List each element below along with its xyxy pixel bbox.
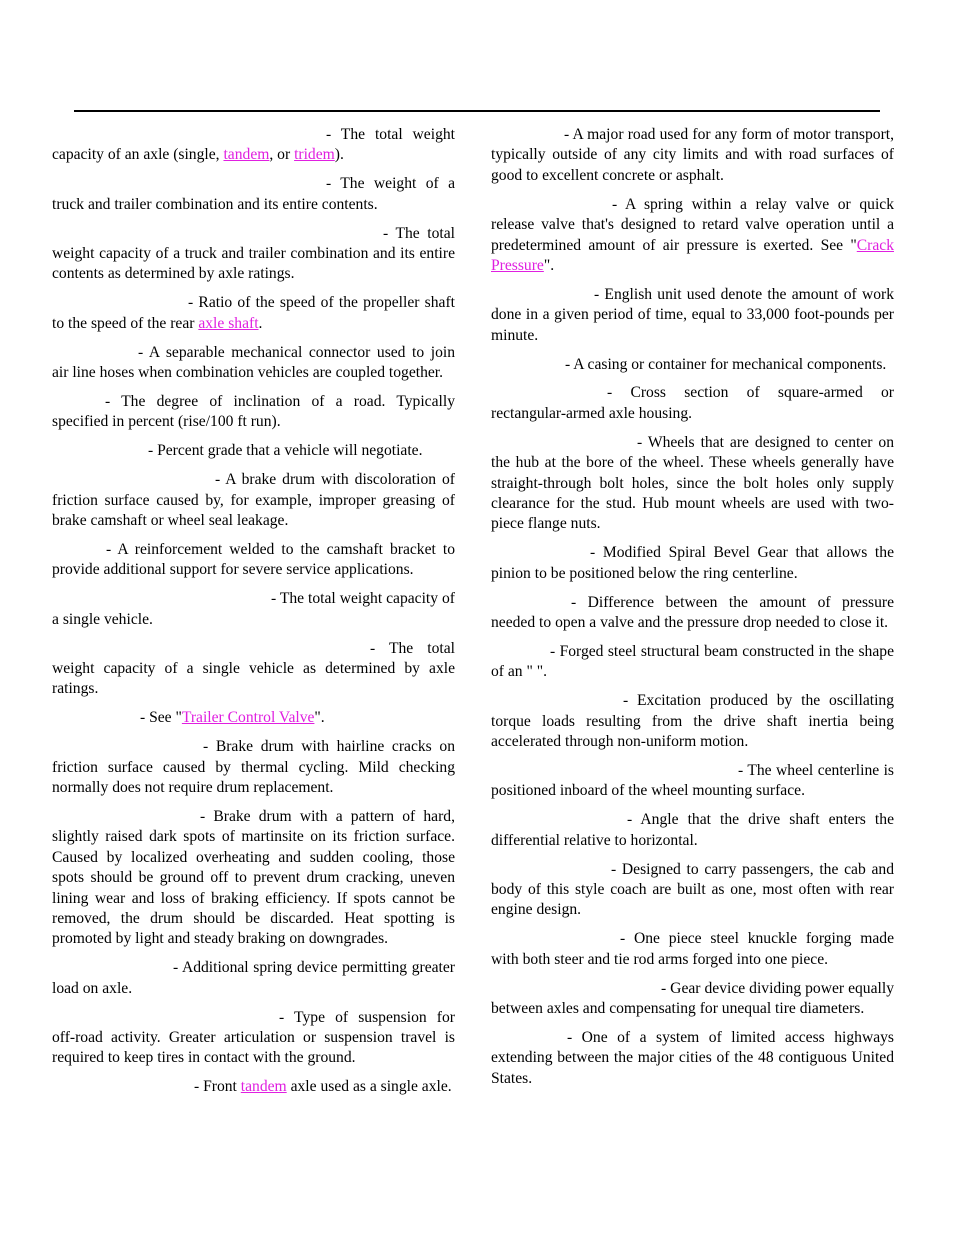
- glossary-definition-text: , or: [269, 146, 295, 164]
- glossary-entry: [491, 543, 894, 584]
- glossary-entry: [491, 860, 894, 921]
- glossary-definition-text: - Type of suspension for off-road activity. Greater articulation or suspension travel is required to keep tires in contact with the ground.: [52, 1008, 455, 1067]
- glossary-definition-text: - Angle that the drive shaft enters the differential relative to horizontal.: [491, 811, 894, 849]
- glossary-entry: [491, 593, 894, 634]
- glossary-definition-text: - Front: [194, 1078, 241, 1096]
- glossary-definition-text: - A reinforcement welded to the camshaft bracket to provide additional support for severe service applications.: [52, 540, 455, 579]
- glossary-definition-text: - A casing or container for mechanical components.: [565, 355, 887, 373]
- glossary-entry: [52, 540, 455, 581]
- glossary-definition-text: - A major road used for any form of motor transport, typically outside of any city limits and with road surfaces of good to excellent concrete or asphalt.: [491, 126, 894, 184]
- glossary-definition-text: - A brake drum with discoloration of friction surface caused by, for example, improper greasing of brake camshaft or wheel seal leakage.: [52, 471, 455, 529]
- glossary-cross-reference-link[interactable]: Crack Pressure: [491, 236, 894, 274]
- glossary-definition-text: - Excitation produced by the oscillating torque loads resulting from the drive shaft inertia being accelerated through non-uniform motion.: [491, 692, 894, 751]
- glossary-definition-text: axle used as a single axle.: [286, 1078, 452, 1096]
- glossary-cross-reference-link[interactable]: Trailer Control Valve: [181, 709, 315, 727]
- glossary-entry: [52, 589, 455, 630]
- glossary-definition-text: - Modified Spiral Bevel Gear that allows the pinion to be positioned below the ring centerline.: [491, 544, 894, 582]
- glossary-definition-text: - Percent grade that a vehicle will negotiate.: [148, 442, 423, 460]
- glossary-definition-text: - A spring within a relay valve or quick release valve that's designed to retard valve operation until a predetermined amount of air pressure is exerted. See ": [491, 195, 894, 254]
- glossary-entry: [52, 958, 455, 999]
- glossary-definition-text: - The total weight capacity of an axle (single,: [52, 126, 455, 164]
- glossary-cross-reference-link[interactable]: tandem: [240, 1078, 287, 1096]
- glossary-entry: [491, 761, 894, 802]
- glossary-definition-text: - The weight of a truck and trailer combination and its entire contents.: [52, 175, 455, 213]
- glossary-entry: [491, 642, 894, 683]
- glossary-entry: [52, 174, 455, 215]
- glossary-cross-reference-link[interactable]: tridem: [294, 146, 335, 164]
- glossary-cross-reference-link[interactable]: tandem: [223, 146, 270, 164]
- glossary-entry: [52, 470, 455, 531]
- glossary-entry: [491, 355, 894, 375]
- glossary-entry: [491, 125, 894, 186]
- glossary-cross-reference-link[interactable]: axle shaft: [198, 314, 259, 332]
- glossary-definition-text: ".: [543, 256, 555, 274]
- glossary-definition-text: - The total weight capacity of a truck and trailer combination and its entire contents as determined by axle ratings.: [52, 224, 455, 283]
- glossary-definition-text: ).: [334, 146, 344, 164]
- glossary-definition-text: - See ": [140, 709, 182, 727]
- glossary-entry: [491, 810, 894, 851]
- glossary-definition-text: .: [258, 314, 263, 332]
- glossary-definition-text: - Brake drum with a pattern of hard, slightly raised dark spots of martinsite on its friction surface. Caused by localized overheating and sudden cooling, those spots should be ground off to prevent drum cracking, uneven lining wear and loss of braking efficiency. If spots cannot be removed, the drum should be discarded. Heat spotting is promoted by light and steady braking on downgrades.: [52, 807, 455, 948]
- glossary-definition-text: ".: [314, 709, 325, 727]
- glossary-entry: [491, 979, 894, 1020]
- glossary-entry: [52, 392, 455, 433]
- glossary-entry: [52, 1077, 455, 1097]
- glossary-definition-text: - Ratio of the speed of the propeller shaft to the speed of the rear: [52, 294, 455, 332]
- glossary-definition-text: - The wheel centerline is positioned inboard of the wheel mounting surface.: [491, 761, 894, 800]
- glossary-entry: [491, 285, 894, 346]
- glossary-entry: [52, 737, 455, 798]
- glossary-definition-text: - Forged steel structural beam constructed in the shape of an " ".: [491, 642, 894, 681]
- glossary-entry: [491, 929, 894, 970]
- glossary-entry: [52, 343, 455, 384]
- glossary-definition-text: - Cross section of square-armed or rectangular-armed axle housing.: [491, 384, 894, 422]
- glossary-entry: [52, 639, 455, 700]
- glossary-definition-text: - Wheels that are designed to center on the hub at the bore of the wheel. These wheels generally have straight-through bolt holes, since the bolt holes only supply clearance for the stud. Hub mount wheels are used with two-piece flange nuts.: [491, 433, 894, 533]
- glossary-definition-text: - Brake drum with hairline cracks on friction surface caused by thermal cycling. Mild checking normally does not require drum replacement.: [52, 738, 455, 796]
- glossary-definition-text: - Difference between the amount of pressure needed to open a valve and the pressure drop needed to close it.: [491, 593, 894, 632]
- glossary-entry: [52, 441, 455, 461]
- glossary-entry: [491, 195, 894, 277]
- glossary-definition-text: - One of a system of limited access highways extending between the major cities of the 48 contiguous United States.: [491, 1028, 894, 1087]
- glossary-entry: [52, 125, 455, 166]
- glossary-entry: [491, 383, 894, 424]
- glossary-entry: [52, 807, 455, 950]
- glossary-column-left: [52, 125, 455, 1106]
- glossary-entry: [52, 293, 455, 334]
- glossary-entry: [491, 1028, 894, 1089]
- glossary-definition-text: - One piece steel knuckle forging made with both steer and tie rod arms forged into one piece.: [491, 930, 894, 968]
- header-rule: [74, 110, 880, 112]
- glossary-definition-text: - English unit used denote the amount of work done in a given period of time, equal to 33,000 foot-pounds per minute.: [491, 285, 894, 344]
- glossary-definition-text: - Gear device dividing power equally between axles and compensating for unequal tire diameters.: [491, 979, 894, 1018]
- glossary-definition-text: - A separable mechanical connector used to join air line hoses when combination vehicles are coupled together.: [52, 343, 455, 382]
- glossary-definition-text: - The total weight capacity of a single vehicle.: [52, 590, 455, 628]
- glossary-entry: [491, 691, 894, 752]
- glossary-entry: [52, 708, 455, 728]
- glossary-entry: [491, 433, 894, 535]
- glossary-column-right: [491, 125, 894, 1098]
- glossary-definition-text: - Designed to carry passengers, the cab and body of this style coach are built as one, most often with rear engine design.: [491, 860, 894, 919]
- glossary-entry: [52, 1008, 455, 1069]
- glossary-definition-text: - The degree of inclination of a road. Typically specified in percent (rise/100 ft run).: [52, 392, 455, 431]
- glossary-definition-text: - Additional spring device permitting greater load on axle.: [52, 959, 455, 997]
- glossary-entry: [52, 224, 455, 285]
- glossary-definition-text: - The total weight capacity of a single vehicle as determined by axle ratings.: [52, 639, 455, 698]
